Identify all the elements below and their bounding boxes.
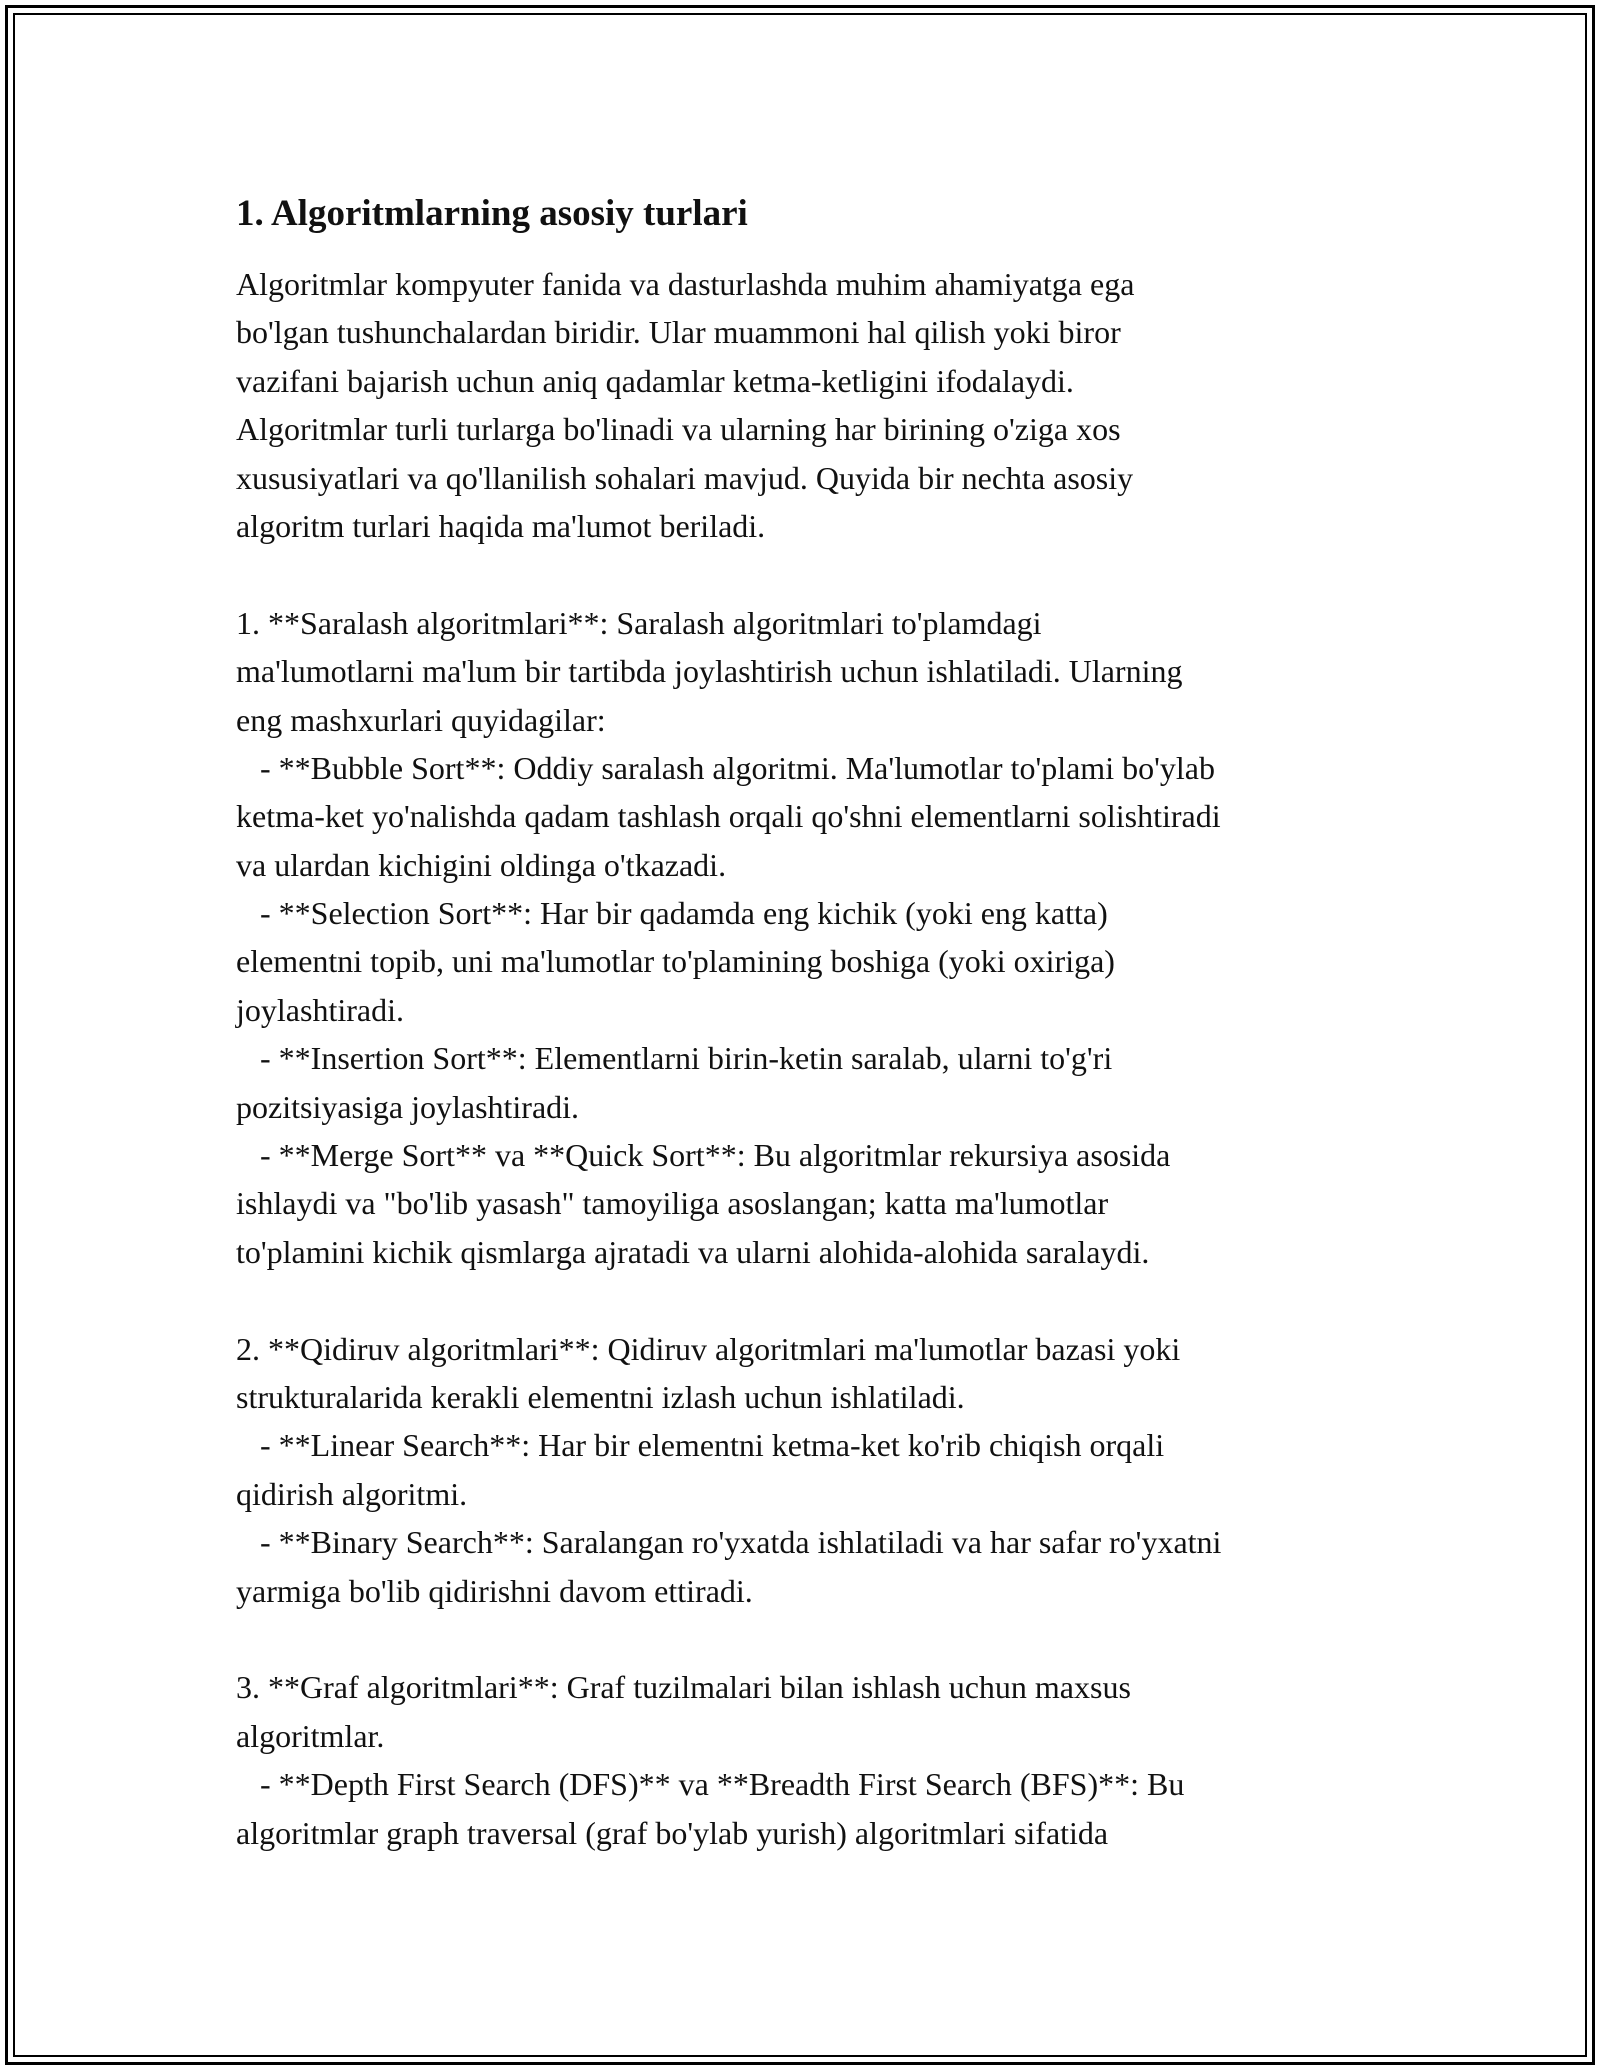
blank-line — [236, 1615, 1386, 1663]
text-line: elementni topib, uni ma'lumotlar to'plamining boshiga (yoki oxiriga) — [236, 943, 1115, 980]
text-line: Algoritmlar kompyuter fanida va dasturlashda muhim ahamiyatga ega — [236, 266, 1135, 302]
text-line: joylashtiradi. — [236, 991, 404, 1028]
text-line: ishlaydi va "bo'lib yasash" tamoyiliga asoslangan; katta ma'lumotlar — [236, 1185, 1109, 1222]
text-line: algoritmlar graph traversal (graf bo'ylab yurish) algoritmlari sifatida — [236, 1814, 1109, 1851]
text-line: to'plamini kichik qismlarga ajratadi va ularni alohida-alohida saralaydi. — [236, 1233, 1150, 1270]
text-line: bo'lgan tushunchalardan biridir. Ular muammoni hal qilish yoki biror — [236, 314, 1121, 351]
text-line: - **Merge Sort** va **Quick Sort**: Bu algoritmlar rekursiya asosida — [236, 1137, 1171, 1174]
text-line: - **Insertion Sort**: Elementlarni birin-ketin saralab, ularni to'g'ri — [236, 1040, 1113, 1077]
text-line: Algoritmlar turli turlarga bo'linadi va ularning har birining o'ziga xos — [236, 411, 1121, 448]
document-body — [236, 188, 1386, 1857]
text-line: xususiyatlari va qo'llanilish sohalari mavjud. Quyida bir nechta asosiy — [236, 459, 1134, 496]
text-line: eng mashxurlari quyidagilar: — [236, 701, 606, 738]
text-line: va ulardan kichigini oldinga o'tkazadi. — [236, 846, 727, 883]
text-line: - **Binary Search**: Saralangan ro'yxatda ishlatiladi va har safar ro'yxatni — [236, 1524, 1222, 1561]
text-line: 2. **Qidiruv algoritmlari**: Qidiruv algoritmlari ma'lumotlar bazasi yoki — [236, 1330, 1181, 1367]
section-heading: 1. Algoritmlarning asosiy turlari — [236, 193, 748, 234]
text-line: ma'lumotlarni ma'lum bir tartibda joylashtirish uchun ishlatiladi. Ularning — [236, 653, 1183, 690]
text-line: strukturalarida kerakli elementni izlash uchun ishlatiladi. — [236, 1378, 965, 1415]
text-line: 1. **Saralash algoritmlari**: Saralash algoritmlari to'plamdagi — [236, 604, 1042, 641]
blank-line — [236, 550, 1386, 598]
text-line: 3. **Graf algoritmlari**: Graf tuzilmalari bilan ishlash uchun maxsus — [236, 1669, 1131, 1706]
text-line: algoritm turlari haqida ma'lumot beriladi. — [236, 507, 766, 544]
paragraph-block — [236, 260, 1386, 1857]
text-line: - **Depth First Search (DFS)** va **Breadth First Search (BFS)**: Bu — [236, 1766, 1185, 1803]
text-line: pozitsiyasiga joylashtiradi. — [236, 1088, 580, 1125]
blank-line — [236, 1276, 1386, 1324]
text-line: yarmiga bo'lib qidirishni davom ettiradi. — [236, 1572, 753, 1609]
text-line: - **Bubble Sort**: Oddiy saralash algoritmi. Ma'lumotlar to'plami bo'ylab — [236, 749, 1215, 786]
text-line: qidirish algoritmi. — [236, 1475, 468, 1512]
text-line: vazifani bajarish uchun aniq qadamlar ketma-ketligini ifodalaydi. — [236, 362, 1074, 399]
text-line: - **Selection Sort**: Har bir qadamda eng kichik (yoki eng katta) — [236, 895, 1108, 932]
text-line: algoritmlar. — [236, 1717, 385, 1754]
text-line: - **Linear Search**: Har bir elementni ketma-ket ko'rib chiqish orqali — [236, 1427, 1165, 1464]
text-line: ketma-ket yo'nalishda qadam tashlash orqali qo'shni elementlarni solishtiradi — [236, 798, 1221, 835]
